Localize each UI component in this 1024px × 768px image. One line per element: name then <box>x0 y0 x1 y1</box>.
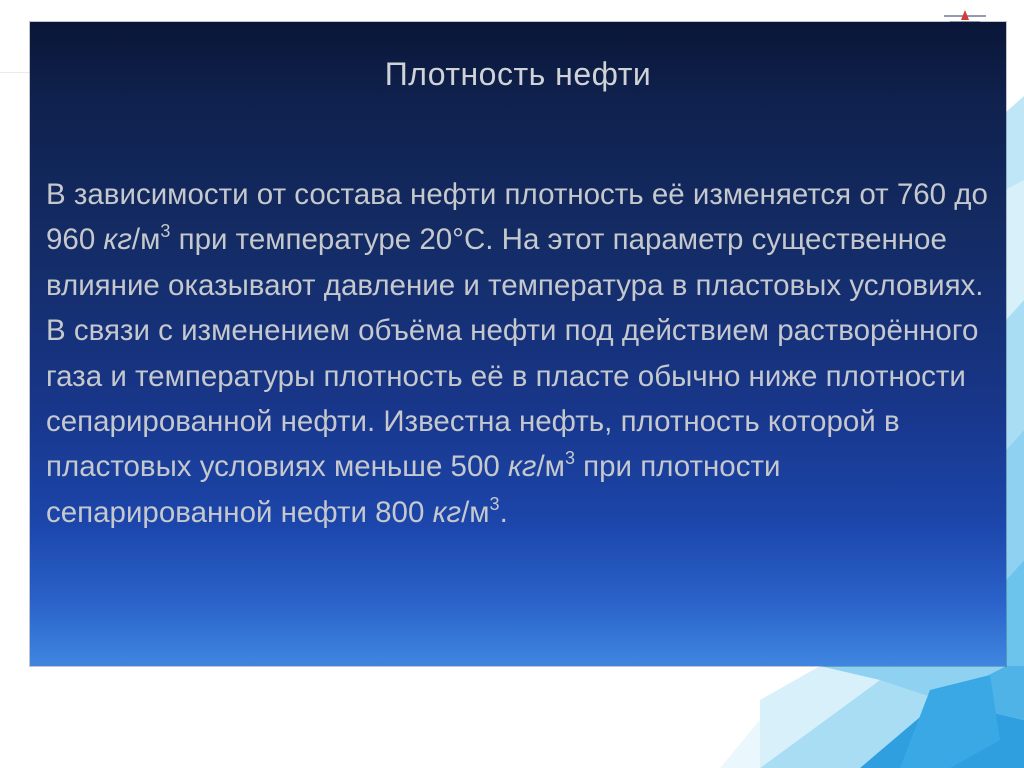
paragraph-reservoir-density <box>46 308 996 535</box>
slide-panel <box>30 22 1006 666</box>
unit-m: /м <box>131 223 161 257</box>
paragraph2-text-1: В связи с изменением объёма нефти под действием растворённого газа и температуры плотность её в пласте обычно ниже плотности сепарированной нефти. Известна нефть, плотность которой в пластовых условиях меньше 500 <box>46 314 979 484</box>
slide-body <box>46 172 996 535</box>
unit-m: /м <box>536 450 565 484</box>
paragraph1-text-2: при температуре 20°С. На этот параметр существенное влияние оказывают давление и температура в пластовых условиях. <box>46 223 984 302</box>
unit-exponent: 3 <box>489 493 500 514</box>
paragraph1-text-1: В зависимости от состава нефти плотность её изменяется от 760 до 960 <box>46 178 988 257</box>
unit-kg: кг <box>103 223 132 257</box>
paragraph2-text-3: . <box>499 495 508 529</box>
unit-m: /м <box>461 495 490 529</box>
unit-exponent: 3 <box>564 448 575 469</box>
slide-title: Плотность нефти <box>384 56 652 92</box>
unit-kg: кг <box>432 495 462 529</box>
paragraph2-text-2: при плотности сепарированной нефти 800 <box>46 450 781 529</box>
unit-kg: кг <box>507 450 537 484</box>
paragraph-density-range <box>46 172 996 308</box>
unit-exponent: 3 <box>160 221 171 242</box>
